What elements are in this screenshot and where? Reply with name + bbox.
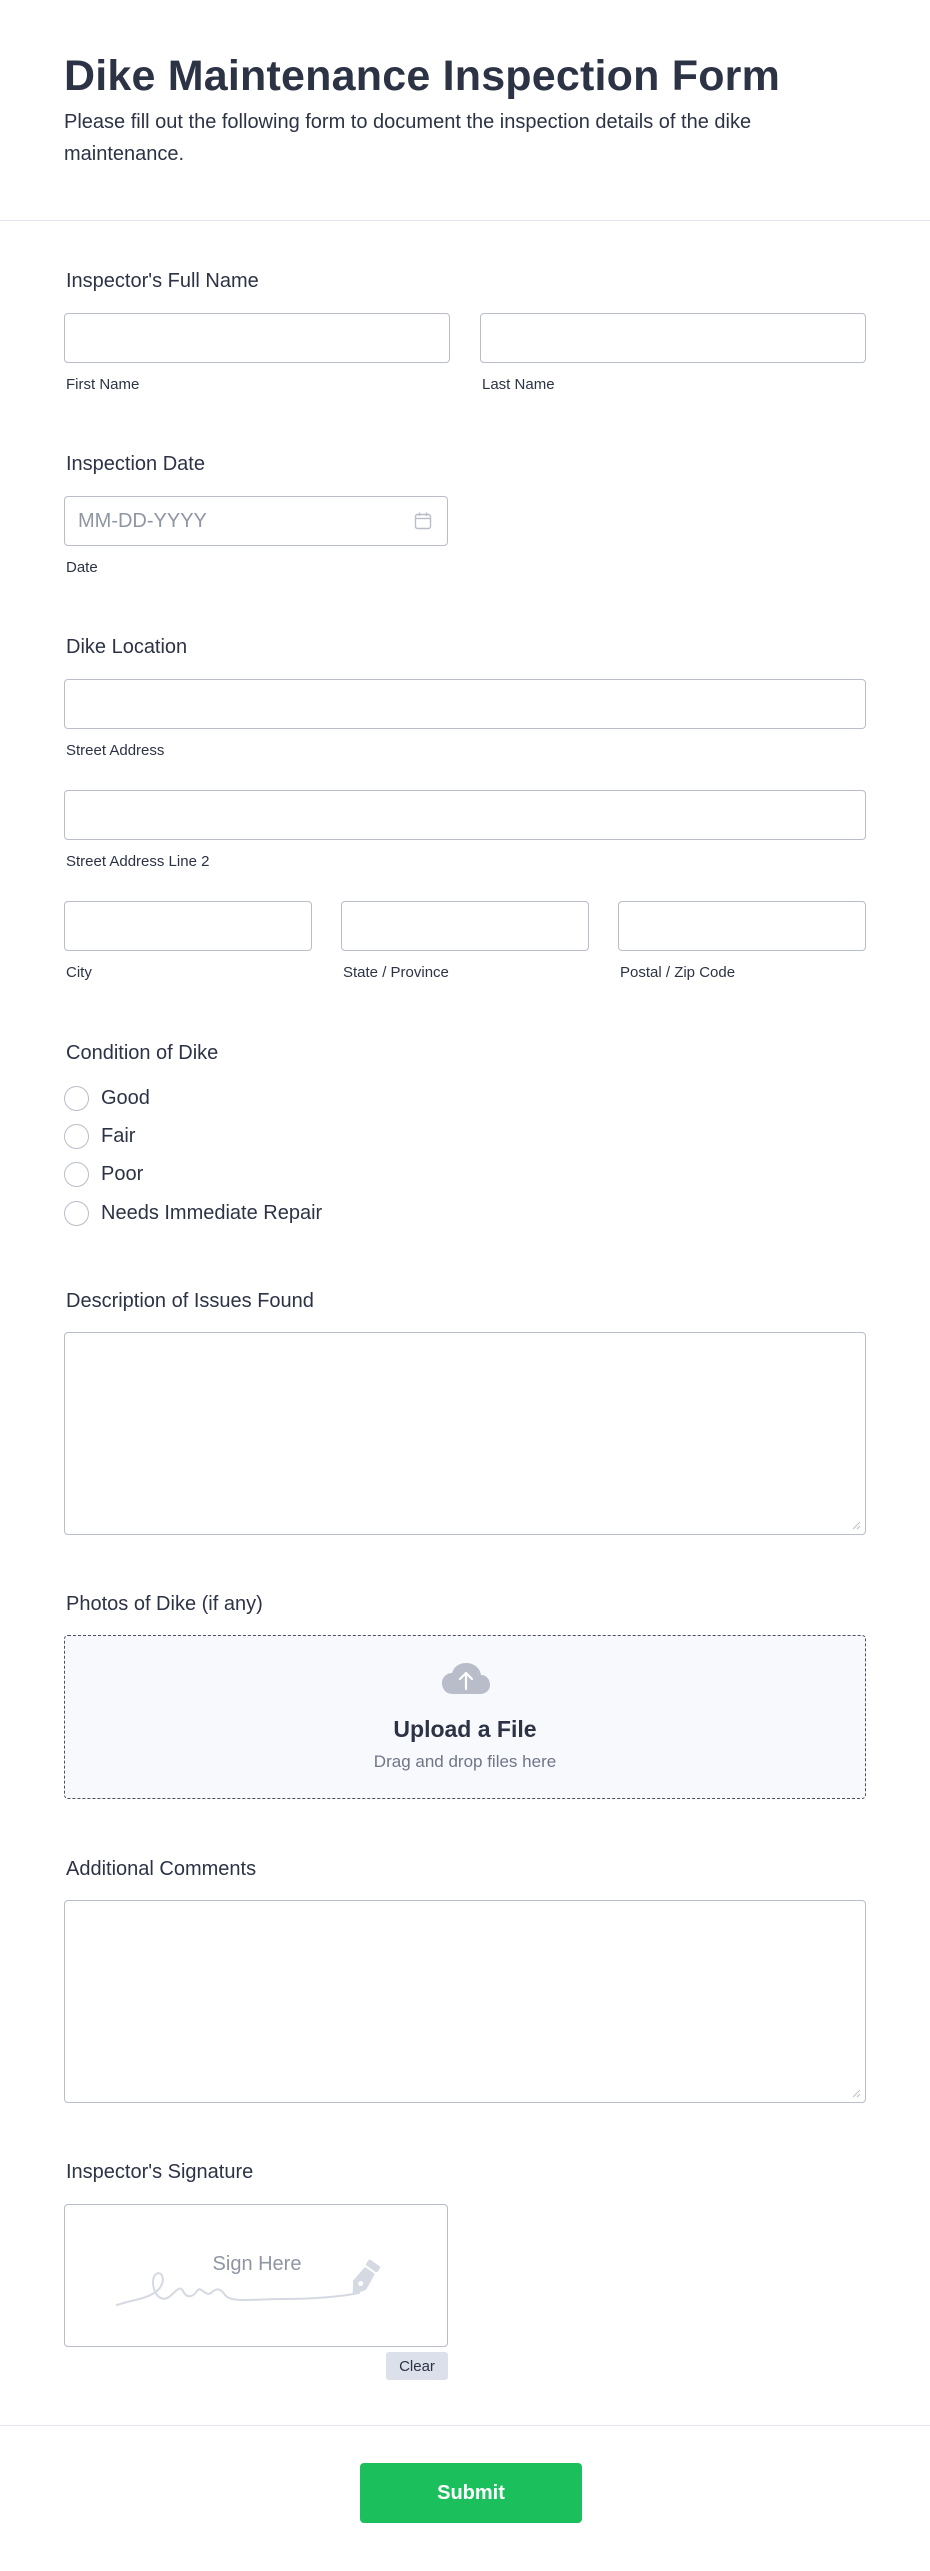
signature-label: Inspector's Signature	[66, 2161, 254, 2183]
date-input[interactable]	[64, 496, 448, 546]
resize-grip-icon[interactable]	[852, 2089, 861, 2098]
radio-button[interactable]	[64, 1201, 89, 1226]
footer-divider	[0, 2425, 930, 2426]
radio-label: Poor	[101, 1162, 144, 1185]
radio-button[interactable]	[64, 1086, 89, 1111]
zip-sublabel: Postal / Zip Code	[620, 964, 736, 981]
street-address-line2-input[interactable]	[64, 790, 866, 840]
radio-button[interactable]	[64, 1162, 89, 1187]
radio-label: Fair	[101, 1124, 136, 1147]
radio-label: Needs Immediate Repair	[101, 1201, 323, 1224]
sign-here-placeholder: Sign Here	[212, 2253, 302, 2275]
state-input[interactable]	[341, 901, 589, 951]
clear-signature-button[interactable]: Clear	[386, 2352, 448, 2380]
date-placeholder: MM-DD-YYYY	[78, 509, 207, 532]
upload-title: Upload a File	[393, 1716, 537, 1742]
condition-label: Condition of Dike	[66, 1042, 219, 1064]
description-textarea[interactable]	[64, 1332, 866, 1535]
condition-option-good[interactable]	[64, 1085, 150, 1111]
date-sublabel: Date	[66, 559, 98, 576]
inspection-date-label: Inspection Date	[66, 453, 205, 475]
last-name-sublabel: Last Name	[482, 376, 555, 393]
city-input[interactable]	[64, 901, 312, 951]
calendar-icon[interactable]	[413, 511, 433, 531]
first-name-sublabel: First Name	[66, 376, 140, 393]
first-name-input[interactable]	[64, 313, 450, 363]
street-address-input[interactable]	[64, 679, 866, 729]
form-title: Dike Maintenance Inspection Form	[64, 52, 781, 100]
street-address-line2-sublabel: Street Address Line 2	[66, 853, 210, 870]
street-address-sublabel: Street Address	[66, 742, 165, 759]
cloud-upload-icon	[441, 1662, 491, 1696]
form-subtitle: Please fill out the following form to document the inspection details of the dike maintenance.	[64, 111, 752, 165]
photos-label: Photos of Dike (if any)	[66, 1593, 263, 1615]
upload-hint: Drag and drop files here	[373, 1752, 557, 1771]
city-sublabel: City	[66, 964, 92, 981]
description-label: Description of Issues Found	[66, 1290, 314, 1312]
comments-label: Additional Comments	[66, 1858, 257, 1880]
dike-location-label: Dike Location	[66, 636, 188, 658]
state-sublabel: State / Province	[343, 964, 449, 981]
condition-option-needs-repair[interactable]	[64, 1200, 322, 1226]
comments-textarea[interactable]	[64, 1900, 866, 2103]
condition-option-poor[interactable]	[64, 1161, 143, 1187]
signature-pad[interactable]	[64, 2204, 448, 2347]
radio-button[interactable]	[64, 1124, 89, 1149]
zip-input[interactable]	[618, 901, 866, 951]
resize-grip-icon[interactable]	[852, 1521, 861, 1530]
inspector-name-label: Inspector's Full Name	[66, 270, 259, 292]
submit-button[interactable]: Submit	[360, 2463, 582, 2523]
file-upload-dropzone[interactable]	[64, 1635, 866, 1799]
last-name-input[interactable]	[480, 313, 866, 363]
form-header	[0, 0, 930, 221]
condition-option-fair[interactable]	[64, 1123, 135, 1149]
radio-label: Good	[101, 1086, 150, 1109]
